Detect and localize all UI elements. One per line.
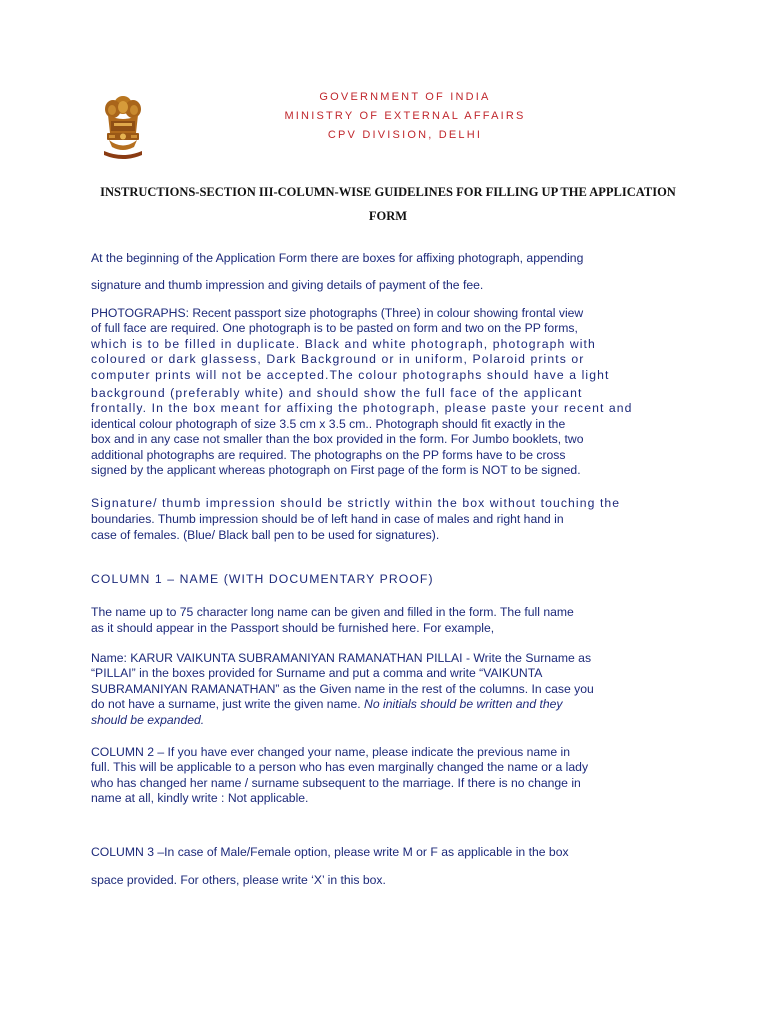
column1-example-italic-line: should be expanded. — [91, 712, 205, 727]
column1-example-italic: No initials should be written and they — [364, 697, 563, 712]
column3-paragraph — [91, 838, 569, 894]
column1-paragraph — [91, 604, 574, 636]
signature-line: Signature/ thumb impression should be strictly within the box without touching the — [91, 496, 621, 510]
photographs-line: which is to be filled in duplicate. Black and white photograph, photograph with — [91, 336, 596, 351]
photographs-paragraph — [91, 306, 633, 478]
column1-example-line: SUBRAMANIYAN RAMANATHAN” as the Given name in the rest of the columns. In case you — [91, 681, 594, 696]
photographs-line: additional photographs are required. The photographs on the PP forms have to be cross — [91, 447, 566, 462]
letterhead — [250, 88, 560, 145]
photographs-line: of full face are required. One photograph is to be pasted on form and two on the PP forms, — [91, 321, 578, 336]
column1-heading-text: COLUMN 1 – NAME (WITH DOCUMENTARY PROOF) — [91, 572, 434, 586]
column1-line: as it should appear in the Passport should be furnished here. For example, — [91, 621, 495, 635]
photographs-line: coloured or dark glassess, Dark Background or in uniform, Polaroid prints or — [91, 352, 585, 367]
photographs-line: box and in any case not smaller than the box provided in the form. For Jumbo booklets, two — [91, 432, 584, 447]
letterhead-division: CPV DIVISION, DELHI — [327, 129, 483, 141]
photographs-line: computer prints will not be accepted.The colour photographs should have a light — [91, 367, 610, 382]
column2-line: full. This will be applicable to a person who has even marginally changed the name or a lady — [91, 760, 589, 775]
column1-example-line: “PILLAI” in the boxes provided for Surname and put a comma and write “VAIKUNTA — [91, 666, 543, 681]
signature-line: case of females. (Blue/ Black ball pen to be used for signatures). — [91, 528, 440, 542]
column1-example-line — [91, 697, 594, 712]
letterhead-ministry: MINISTRY OF EXTERNAL AFFAIRS — [284, 110, 526, 122]
photographs-line: background (preferably white) and should show the full face of the applicant — [91, 386, 583, 401]
column2-line: who has changed her name / surname subsequent to the marriage. If there is no change in — [91, 775, 581, 790]
intro-paragraph — [91, 245, 583, 299]
letterhead-government: GOVERNMENT OF INDIA — [319, 91, 491, 103]
document-title — [86, 180, 690, 228]
intro-line2: signature and thumb impression and giving details of payment of the fee. — [91, 278, 484, 292]
column1-example-paragraph — [91, 651, 594, 728]
intro-line1: At the beginning of the Application Form there are boxes for affixing photograph, appending — [91, 251, 584, 265]
column1-line: The name up to 75 character long name can be given and filled in the form. The full name — [91, 605, 574, 619]
signature-line: boundaries. Thumb impression should be of left hand in case of males and right hand in — [91, 512, 564, 526]
document-title-line1: INSTRUCTIONS-SECTION III-COLUMN-WISE GUIDELINES FOR FILLING UP THE APPLICATION — [100, 185, 676, 199]
photographs-line: PHOTOGRAPHS: Recent passport size photographs (Three) in colour showing frontal view — [91, 306, 584, 320]
column2-line: COLUMN 2 – If you have ever changed your name, please indicate the previous name in — [91, 745, 570, 759]
column3-line1: COLUMN 3 –In case of Male/Female option, please write M or F as applicable in the box — [91, 845, 569, 859]
column2-paragraph — [91, 745, 588, 807]
photographs-line: signed by the applicant whereas photograph on First page of the form is NOT to be signed. — [91, 463, 581, 478]
national-emblem-icon — [100, 93, 146, 161]
column1-heading — [91, 572, 434, 587]
column1-example-normal: do not have a surname, just write the given name. — [91, 697, 365, 712]
column3-line2: space provided. For others, please write ‘X’ in this box. — [91, 873, 386, 887]
photographs-line: frontally. In the box meant for affixing the photograph, please paste your recent and — [91, 401, 633, 416]
column2-line: name at all, kindly write : Not applicable. — [91, 791, 309, 806]
signature-paragraph — [91, 495, 620, 543]
document-title-line2: FORM — [368, 209, 408, 223]
column1-example-line: Name: KARUR VAIKUNTA SUBRAMANIYAN RAMANATHAN PILLAI - Write the Surname as — [91, 651, 592, 665]
photographs-line: identical colour photograph of size 3.5 cm x 3.5 cm.. Photograph should fit exactly in the — [91, 416, 566, 431]
